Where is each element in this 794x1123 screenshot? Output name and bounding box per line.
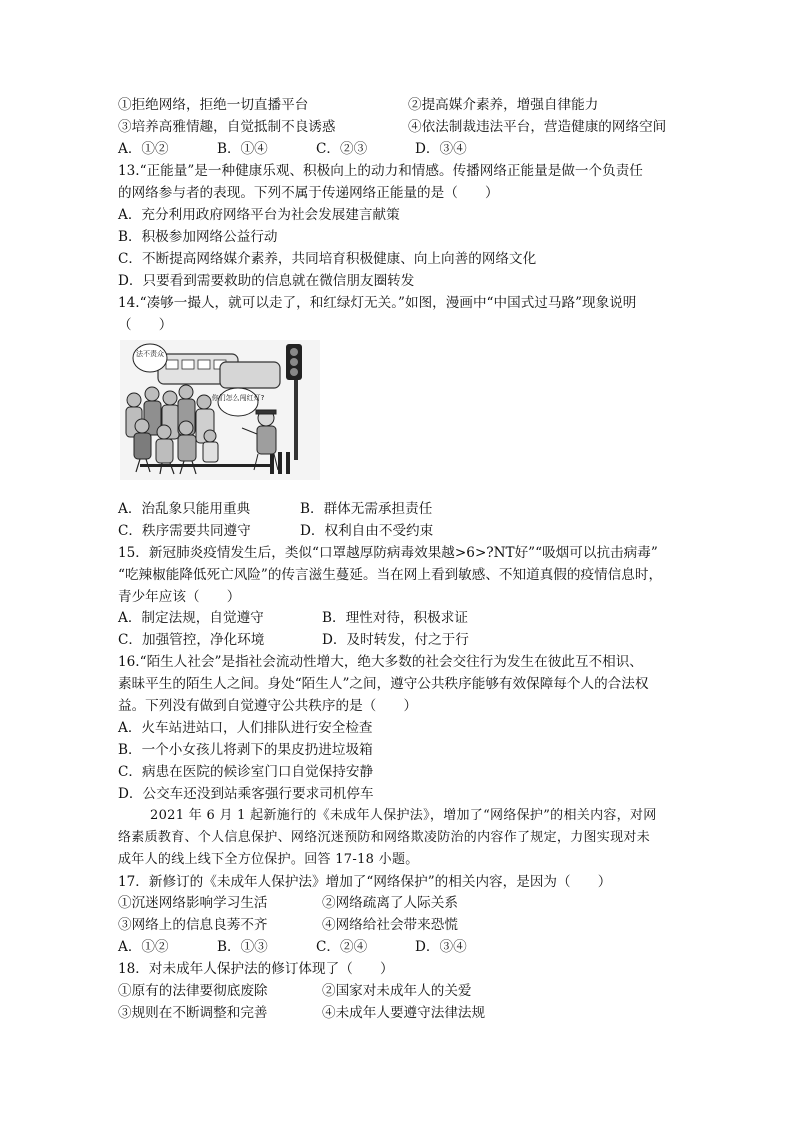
q15-stem-line-3: 青少年应该（ ） [118, 589, 241, 605]
q12-option-3: ③培养高雅情趣，自觉抵制不良诱惑 [118, 119, 336, 135]
q18-option-3: ③规则在不断调整和完善 [118, 1005, 268, 1021]
material-line-3: 成年人的线上线下全方位保护。回答 17-18 小题。 [118, 852, 419, 867]
bubble-text-1-line: 法不责众 [136, 350, 164, 358]
material-line-2: 络素质教育、个人信息保护、网络沉迷预防和网络欺凌防治的内容作了规定，力图实现对未 [118, 830, 651, 845]
q17-choice-c: C．②④ [316, 939, 368, 955]
q18-option-4: ④未成年人要遵守法律法规 [322, 1005, 486, 1021]
q14-stem-line-1: 14.“凑够一撮人，就可以走了，和红绿灯无关。”如图，漫画中“中国式过马路”现象说明 [118, 295, 637, 311]
q17-stem-line-1: 17．新修订的《未成年人保护法》增加了“网络保护”的相关内容，是因为（ ） [118, 874, 612, 890]
q14-choice-d: D．权利自由不受约束 [300, 523, 434, 539]
q15-stem-line-2: “吃辣椒能降低死亡风险”的传言滋生蔓延。当在网上看到敏感、不知道真假的疫情信息时， [118, 567, 663, 583]
jaywalking-cartoon [120, 340, 320, 480]
q17-option-1: ①沉迷网络影响学习生活 [118, 895, 268, 911]
q17-choice-b: B．①③ [217, 939, 268, 955]
q12-option-1: ①拒绝网络，拒绝一切直播平台 [118, 97, 309, 113]
q16-stem-line-1: 16.“陌生人社会”是指社会流动性增大，绝大多数的社会交往行为发生在彼此互不相识、 [118, 654, 643, 670]
q16-choice-d: D．公交车还没到站乘客强行要求司机停车 [118, 786, 374, 802]
q12-option-2: ②提高媒介素养，增强自律能力 [408, 97, 599, 113]
bubble-text-1 [136, 349, 164, 358]
q15-choice-d: D．及时转发，付之于行 [322, 632, 469, 648]
q16-stem-line-2: 素昧平生的陌生人之间。身处“陌生人”之间，遵守公共秩序能够有效保障每个人的合法权 [118, 676, 649, 692]
bubble-text-2: 你们怎么闯红灯? [211, 394, 265, 402]
q12-choice-d: D．③④ [415, 141, 467, 157]
q13-choice-a: A．充分利用政府网络平台为社会发展建言献策 [118, 207, 400, 223]
q14-choice-c: C．秩序需要共同遵守 [118, 523, 251, 539]
q18-option-1: ①原有的法律要彻底废除 [118, 983, 268, 999]
q17-option-2: ②网络疏离了人际关系 [322, 895, 458, 911]
q14-stem-line-2: （ ） [118, 317, 173, 333]
material-line-1: 2021 年 6 月 1 起新施行的《未成年人保护法》，增加了“网络保护”的相关内容，对网 [150, 808, 657, 823]
q15-choice-a: A．制定法规，自觉遵守 [118, 610, 264, 626]
q15-choice-b: B．理性对待，积极求证 [322, 610, 468, 626]
q13-stem-line-1: 13.“正能量”是一种健康乐观、积极向上的动力和情感。传播网络正能量是做一个负责任 [118, 163, 643, 179]
q13-choice-c: C．不断提高网络媒介素养，共同培育积极健康、向上向善的网络文化 [118, 251, 537, 267]
q16-choice-a: A．火车站进站口，人们排队进行安全检查 [118, 720, 373, 736]
q12-choice-b: B．①④ [217, 141, 268, 157]
q18-option-2: ②国家对未成年人的关爱 [322, 983, 472, 999]
q14-choice-a: A．治乱象只能用重典 [118, 501, 251, 517]
q17-option-3: ③网络上的信息良莠不齐 [118, 917, 268, 933]
q14-choice-b: B．群体无需承担责任 [300, 501, 433, 517]
q15-stem-line-1: 15．新冠肺炎疫情发生后，类似“口罩越厚防病毒效果越>6>?NT好”“吸烟可以抗击病毒” [118, 545, 658, 561]
q15-choice-c: C．加强管控，净化环境 [118, 632, 265, 648]
q12-choice-c: C．②③ [316, 141, 368, 157]
q13-stem-line-2: 的网络参与者的表现。下列不属于传递网络正能量的是（ ） [118, 185, 499, 201]
q18-stem-line-1: 18．对未成年人保护法的修订体现了（ ） [118, 961, 394, 977]
q16-stem-line-3: 益。下列没有做到自觉遵守公共秩序的是（ ） [118, 698, 418, 714]
q17-choice-a: A．①② [118, 939, 169, 955]
q12-option-4: ④依法制裁违法平台，营造健康的网络空间 [408, 119, 667, 135]
q16-choice-b: B．一个小女孩儿将剥下的果皮扔进垃圾箱 [118, 742, 373, 758]
q13-choice-d: D．只要看到需要救助的信息就在微信朋友圈转发 [118, 273, 415, 289]
q16-choice-c: C．病患在医院的候诊室门口自觉保持安静 [118, 764, 374, 780]
q13-choice-b: B．积极参加网络公益行动 [118, 229, 278, 245]
q17-option-4: ④网络给社会带来恐慌 [322, 917, 458, 933]
q12-choice-a: A．①② [118, 141, 169, 157]
q17-choice-d: D．③④ [415, 939, 467, 955]
